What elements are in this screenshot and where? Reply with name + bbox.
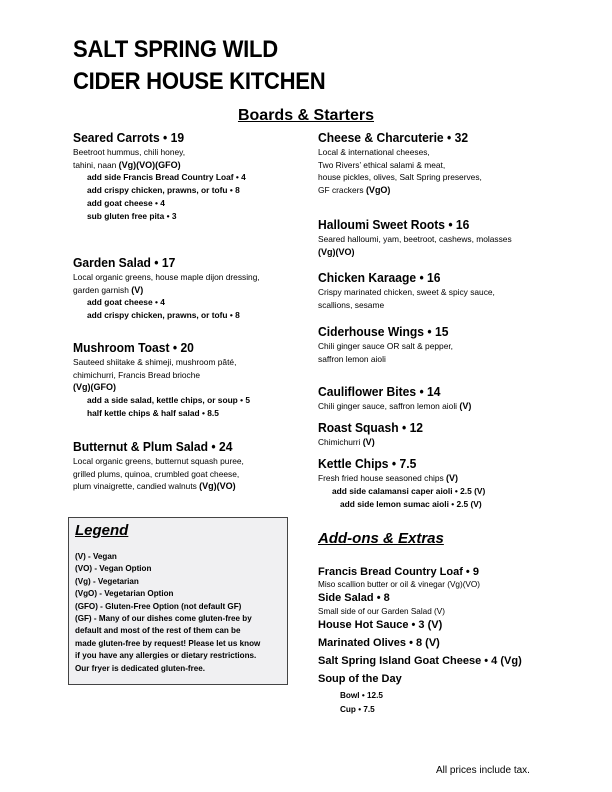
description-text: chimichurri, Francis Bread brioche: [73, 369, 201, 380]
menu-item: [318, 456, 558, 511]
legend-line: (GF) - Many of our dishes come gluten-free by: [75, 614, 252, 624]
menu-item-description: [318, 233, 558, 246]
menu-item-description: [318, 353, 558, 366]
menu-item-description: [318, 184, 558, 197]
dietary-tag: (Vg)(VO): [318, 246, 355, 257]
menu-item: [318, 217, 558, 258]
menu-item-addon: add crispy chicken, prawns, or tofu • 8: [87, 310, 240, 320]
addon-line: Salt Spring Island Goat Cheese • 4 (Vg): [318, 655, 522, 667]
menu-item-description: [73, 284, 313, 297]
menu-item-name: Garden Salad • 17: [73, 255, 176, 270]
description-text: saffron lemon aioli: [318, 353, 386, 364]
menu-item: [73, 255, 313, 322]
menu-item-description: [318, 400, 558, 413]
menu-item-addon: add crispy chicken, prawns, or tofu • 8: [87, 185, 240, 195]
menu-item-description: [73, 271, 313, 284]
addons-heading: Add-ons & Extras: [318, 530, 444, 547]
menu-item-addon: add goat cheese • 4: [87, 297, 165, 307]
menu-item-description: [73, 381, 313, 394]
legend-line: if you have any allergies or dietary restrictions.: [75, 651, 257, 661]
dietary-tag: (V): [131, 284, 144, 295]
menu-item-name: Halloumi Sweet Roots • 16: [318, 217, 470, 232]
legend-line: made gluten-free by request! Please let us know: [75, 638, 261, 648]
menu-item: [73, 130, 313, 223]
menu-item-name: Cauliflower Bites • 14: [318, 384, 441, 399]
menu-item-addon: sub gluten free pita • 3: [87, 211, 177, 221]
dietary-tag: (V): [362, 437, 375, 447]
description-text: scallions, sesame: [318, 299, 385, 310]
menu-item-addon: half kettle chips & half salad • 8.5: [87, 407, 219, 418]
menu-item-name: Mushroom Toast • 20: [73, 340, 194, 355]
menu-item-description: [73, 455, 313, 468]
menu-item-description: [318, 436, 558, 449]
legend-box: [68, 517, 288, 685]
description-text: plum vinaigrette, candied walnuts: [73, 481, 200, 491]
legend-line: (V) - Vegan: [75, 552, 117, 561]
menu-item-description: [318, 159, 558, 172]
description-text: garden garnish: [73, 284, 132, 295]
description-text: Chili ginger sauce, saffron lemon aioli: [318, 401, 460, 411]
description-text: Crispy marinated chicken, sweet & spicy sauce,: [318, 287, 495, 297]
addon-line: House Hot Sauce • 3 (V): [318, 619, 443, 631]
menu-item-description: [73, 468, 313, 481]
restaurant-title-line-1: SALT SPRING WILD: [73, 36, 278, 63]
dietary-tag: (V): [459, 401, 472, 411]
section-title: Boards & Starters: [237, 107, 375, 124]
description-text: Chimichurri: [318, 437, 363, 447]
addon-line: Francis Bread Country Loaf • 9: [318, 566, 479, 578]
menu-item-description: [318, 146, 558, 159]
menu-item-description: [73, 480, 313, 493]
tax-note: All prices include tax.: [436, 765, 530, 776]
menu-item-addon: add side calamansi caper aioli • 2.5 (V): [332, 485, 486, 496]
addon-line: Bowl • 12.5: [340, 691, 383, 700]
legend-line: default and most of the rest of them can be: [75, 626, 241, 636]
description-text: Local organic greens, house maple dijon dressing,: [73, 272, 260, 282]
menu-item: [318, 420, 558, 449]
menu-item-name: Seared Carrots • 19: [73, 130, 185, 145]
dietary-tag: (Vg)(GFO): [73, 382, 116, 392]
menu-item-description: [73, 356, 313, 369]
description-text: Two Rivers’ ethical salami & meat,: [318, 159, 446, 170]
menu-item: [318, 384, 558, 413]
description-text: Local & international cheeses,: [318, 147, 430, 157]
menu-item-name: Cheese & Charcuterie • 32: [318, 130, 469, 145]
legend-line: (Vg) - Vegetarian: [75, 576, 139, 586]
dietary-tag: (VgO): [365, 184, 391, 195]
menu-item-name: Butternut & Plum Salad • 24: [73, 439, 233, 454]
description-text: Chili ginger sauce OR salt & pepper,: [318, 341, 454, 351]
menu-item: [318, 270, 558, 311]
addon-line: Side Salad • 8: [318, 592, 390, 604]
menu-item-description: [318, 171, 558, 184]
addon-line: Small side of our Garden Salad (V): [318, 607, 445, 616]
description-text: Seared halloumi, yam, beetroot, cashews, molasses: [318, 234, 512, 244]
addon-line: Cup • 7.5: [340, 705, 375, 714]
menu-item-name: Roast Squash • 12: [318, 420, 424, 435]
dietary-tag: (Vg)(VO)(GFO): [118, 159, 181, 170]
addon-line: Marinated Olives • 8 (V): [318, 637, 440, 649]
dietary-tag: (V): [446, 473, 459, 483]
legend-line: (GFO) - Gluten-Free Option (not default GF): [75, 601, 242, 611]
menu-item-addon: add side lemon sumac aioli • 2.5 (V): [340, 498, 482, 509]
menu-item-addon: add a side salad, kettle chips, or soup • 5: [87, 394, 251, 405]
menu-item-description: [318, 246, 558, 259]
menu-item-name: Chicken Karaage • 16: [318, 270, 441, 285]
menu-item-addon: add side Francis Bread Country Loaf • 4: [87, 172, 246, 182]
menu-item: [73, 340, 313, 420]
description-text: Beetroot hummus, chili honey,: [73, 147, 186, 157]
menu-item-addon: add goat cheese • 4: [87, 198, 165, 208]
addon-line: Soup of the Day: [318, 673, 402, 685]
menu-item-description: [318, 286, 558, 299]
menu-item: [318, 324, 558, 365]
menu-item-description: [73, 159, 313, 172]
legend-title: Legend: [75, 522, 129, 539]
dietary-tag: (Vg)(VO): [199, 481, 236, 491]
description-text: Local organic greens, butternut squash puree,: [73, 456, 244, 466]
menu-item-description: [73, 146, 313, 159]
section-heading: [0, 107, 612, 125]
legend-line: (VO) - Vegan Option: [75, 564, 152, 574]
description-text: Fresh fried house seasoned chips: [318, 473, 447, 483]
menu-item-description: [318, 299, 558, 312]
menu-item-description: [318, 472, 558, 485]
menu-item-description: [73, 369, 313, 382]
menu-item-name: Kettle Chips • 7.5: [318, 456, 417, 471]
description-text: tahini, naan: [73, 159, 119, 170]
menu-item-name: Ciderhouse Wings • 15: [318, 324, 449, 339]
menu-item: [73, 439, 313, 493]
menu-item-description: [318, 340, 558, 353]
description-text: GF crackers: [318, 184, 366, 195]
restaurant-title-line-2: CIDER HOUSE KITCHEN: [73, 68, 326, 95]
addon-line: Miso scallion butter or oil & vinegar (Vg)(VO): [318, 580, 480, 589]
description-text: house pickles, olives, Salt Spring preserves,: [318, 172, 482, 182]
menu-item: [318, 130, 558, 196]
description-text: grilled plums, quinoa, crumbled goat cheese,: [73, 468, 240, 479]
description-text: Sauteed shiitake & shimeji, mushroom pâté,: [73, 357, 237, 367]
legend-line: Our fryer is dedicated gluten-free.: [75, 663, 205, 673]
legend-line: (VgO) - Vegetarian Option: [75, 589, 174, 599]
